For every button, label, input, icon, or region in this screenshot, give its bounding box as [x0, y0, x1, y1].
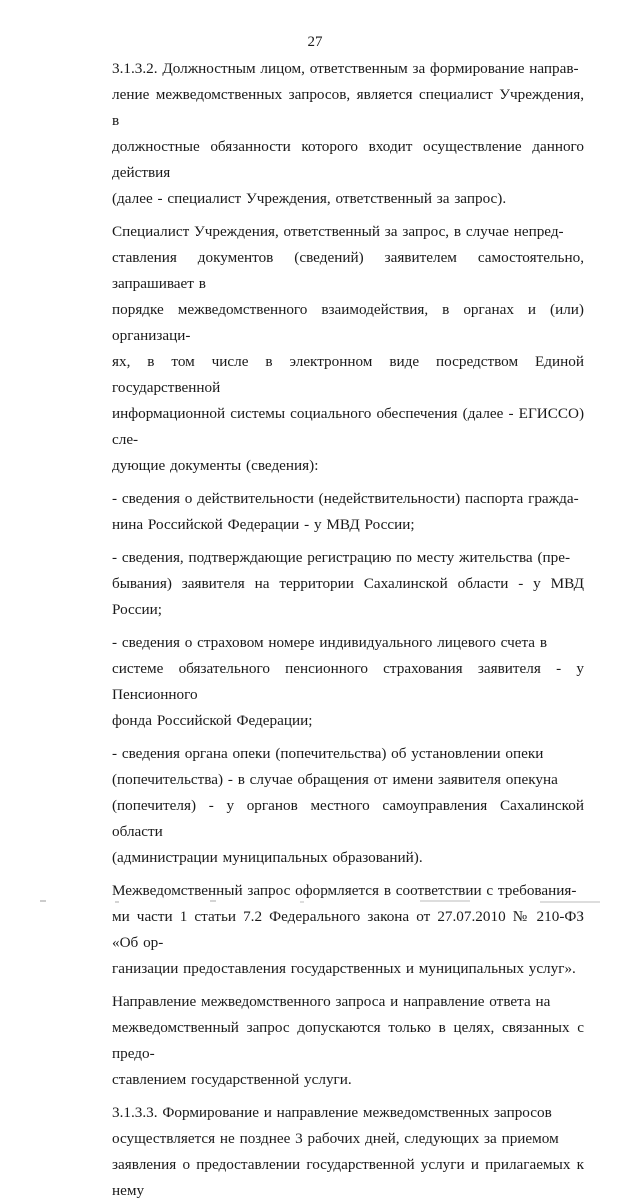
paragraph-specialist-request: Специалист Учреждения, ответственный за запрос, в случае непред- ставления документов (сведений) заявителем самостоятельно, запрашивает в порядке межведомственного взаимодействия, в органах и (или) организаци- ях, в том числе в электронном виде посредством Единой государственной информационной системы социального обеспечения (далее - ЕГИССО) сле- дующие документы (сведения):	[112, 223, 584, 474]
list-item-snils: - сведения о страховом номере индивидуального лицевого счета в системе обязательного пенсионного страхования заявителя - у Пенсионного фонда Российской Федерации;	[112, 634, 584, 729]
paragraph-3-1-3-3: 3.1.3.3. Формирование и направление межведомственных запросов осуществляется не позднее 3 рабочих дней, следующих за приемом заявления о предоставлении государственной услуги и прилагаемых к нему	[112, 1104, 584, 1199]
paragraph-3-1-3-2: 3.1.3.2. Должностным лицом, ответственным за формирование направ- ление межведомственных запросов, является специалист Учреждения, в должностные обязанности которого входит осуществление данного действия (далее - специалист Учреждения, ответственный за запрос).	[112, 60, 584, 207]
list-item-registration: - сведения, подтверждающие регистрацию по месту жительства (пре- бывания) заявителя на территории Сахалинской области - у МВД России;	[112, 549, 584, 618]
paragraph-request-purpose: Направление межведомственного запроса и направление ответа на межведомственный запрос допускаются только в целях, связанных с предо- ставлением государственной услуги.	[112, 993, 584, 1088]
document-body	[112, 56, 584, 1204]
page-number: 27	[307, 34, 323, 50]
scan-edge-noise	[0, 896, 630, 905]
list-item-guardianship: - сведения органа опеки (попечительства) об установлении опеки (попечительства) - в случае обращения от имени заявителя опекуна (попечителя) - у органов местного самоуправления Сахалинской области (администрации муниципальных образований).	[112, 745, 584, 866]
list-item-passport: - сведения о действительности (недействительности) паспорта гражда- нина Российской Федерации - у МВД России;	[112, 490, 579, 533]
paragraph-request-format: Межведомственный запрос оформляется в соответствии с требования- ми части 1 статьи 7.2 Федерального закона от 27.07.2010 № 210-ФЗ «Об ор- ганизации предоставления государственных и муниципальных услуг».	[112, 882, 584, 977]
